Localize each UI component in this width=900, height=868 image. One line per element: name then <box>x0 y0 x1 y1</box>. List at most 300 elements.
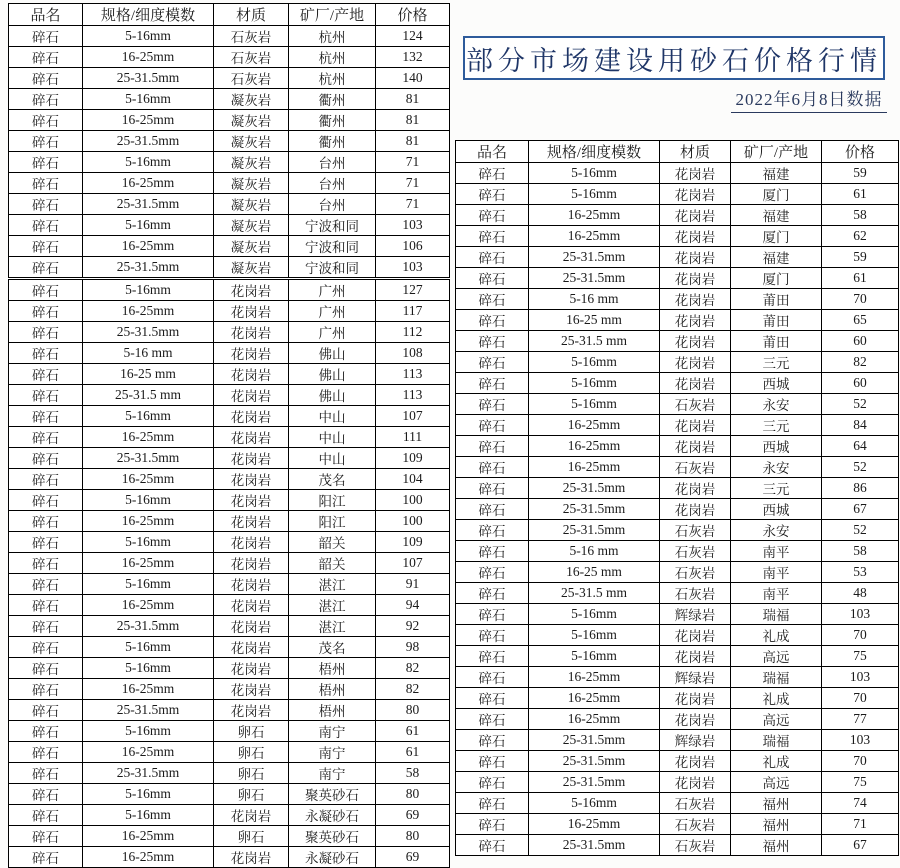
table-cell: 25-31.5mm <box>83 131 214 152</box>
table-row <box>9 700 450 721</box>
table-row <box>456 646 899 667</box>
table-cell: 碎石 <box>456 730 529 751</box>
table-cell: 碎石 <box>9 679 83 700</box>
table-cell: 碎石 <box>9 826 83 847</box>
table-cell: 碎石 <box>9 700 83 721</box>
table-cell: 104 <box>376 469 450 490</box>
table-cell: 140 <box>376 68 450 89</box>
table-cell: 卵石 <box>214 721 289 742</box>
table-cell: 117 <box>376 301 450 322</box>
table-cell: 衢州 <box>289 89 376 110</box>
table-row <box>9 364 450 385</box>
page-title: 部分市场建设用砂石价格行情 <box>466 45 882 76</box>
table-cell: 71 <box>822 814 899 835</box>
table-cell: 瑞福 <box>731 604 822 625</box>
table-cell: 宁波和同 <box>289 215 376 236</box>
table-cell: 瑞福 <box>731 730 822 751</box>
table-cell: 莆田 <box>731 331 822 352</box>
table-cell: 碎石 <box>456 268 529 289</box>
table-cell: 碎石 <box>456 373 529 394</box>
table-cell: 25-31.5mm <box>83 257 214 279</box>
table-cell: 127 <box>376 279 450 301</box>
table-cell: 南宁 <box>289 763 376 784</box>
table-cell: 永凝砂石 <box>289 805 376 826</box>
table-cell: 杭州 <box>289 26 376 47</box>
table-row <box>456 415 899 436</box>
table-cell: 花岗岩 <box>214 595 289 616</box>
table-cell: 花岗岩 <box>660 373 731 394</box>
table-cell: 广州 <box>289 322 376 343</box>
table-cell: 石灰岩 <box>660 394 731 415</box>
table-cell: 碎石 <box>9 47 83 68</box>
table-cell: 碎石 <box>9 490 83 511</box>
table-cell: 111 <box>376 427 450 448</box>
table-cell: 碎石 <box>9 152 83 173</box>
table-cell: 69 <box>376 805 450 826</box>
table-cell: 碎石 <box>456 814 529 835</box>
table-row <box>9 721 450 742</box>
table-cell: 碎石 <box>456 499 529 520</box>
table-cell: 花岗岩 <box>660 184 731 205</box>
table-cell: 16-25mm <box>529 226 660 247</box>
table-row <box>9 406 450 427</box>
table-cell: 91 <box>376 574 450 595</box>
table-cell: 花岗岩 <box>660 352 731 373</box>
table-cell: 80 <box>376 700 450 721</box>
table-cell: 5-16mm <box>83 721 214 742</box>
table-cell: 花岗岩 <box>214 847 289 868</box>
column-header: 规格/细度模数 <box>529 141 660 163</box>
table-row <box>9 595 450 616</box>
table-cell: 辉绿岩 <box>660 604 731 625</box>
table-cell: 花岗岩 <box>214 637 289 658</box>
table-cell: 碎石 <box>456 646 529 667</box>
table-cell: 花岗岩 <box>660 415 731 436</box>
table-cell: 杭州 <box>289 68 376 89</box>
table-cell: 湛江 <box>289 595 376 616</box>
table-cell: 石灰岩 <box>660 583 731 604</box>
table-cell: 花岗岩 <box>660 331 731 352</box>
table-cell: 碎石 <box>9 364 83 385</box>
table-cell: 花岗岩 <box>660 436 731 457</box>
table-cell: 16-25mm <box>529 205 660 226</box>
table-cell: 16-25mm <box>83 679 214 700</box>
table-cell: 5-16mm <box>83 279 214 301</box>
table-row <box>9 784 450 805</box>
table-row <box>456 541 899 562</box>
table-cell: 福州 <box>731 814 822 835</box>
table-cell: 碎石 <box>9 574 83 595</box>
table-cell: 西城 <box>731 373 822 394</box>
table-cell: 5-16mm <box>83 805 214 826</box>
table-cell: 阳江 <box>289 490 376 511</box>
table-cell: 碎石 <box>456 184 529 205</box>
table-cell: 碎石 <box>456 835 529 856</box>
table-cell: 16-25mm <box>529 457 660 478</box>
table-cell: 5-16mm <box>83 26 214 47</box>
table-cell: 5-16 mm <box>529 289 660 310</box>
table-cell: 16-25mm <box>83 553 214 574</box>
table-cell: 宁波和同 <box>289 236 376 257</box>
table-cell: 碎石 <box>9 763 83 784</box>
table-cell: 81 <box>376 110 450 131</box>
table-row <box>9 26 450 47</box>
table-cell: 卵石 <box>214 742 289 763</box>
table-row <box>9 322 450 343</box>
table-row <box>456 478 899 499</box>
table-cell: 58 <box>376 763 450 784</box>
table-cell: 103 <box>376 215 450 236</box>
header-row <box>9 4 450 26</box>
table-row <box>456 772 899 793</box>
table-cell: 59 <box>822 247 899 268</box>
table-cell: 花岗岩 <box>214 700 289 721</box>
table-cell: 永安 <box>731 520 822 541</box>
table-cell: 109 <box>376 448 450 469</box>
table-cell: 花岗岩 <box>660 247 731 268</box>
table-cell: 花岗岩 <box>214 490 289 511</box>
table-cell: 梧州 <box>289 700 376 721</box>
table-cell: 辉绿岩 <box>660 667 731 688</box>
table-row <box>9 194 450 215</box>
table-row <box>9 637 450 658</box>
table-cell: 60 <box>822 373 899 394</box>
table-cell: 碎石 <box>9 511 83 532</box>
table-cell: 5-16 mm <box>529 541 660 562</box>
table-row <box>456 268 899 289</box>
table-cell: 98 <box>376 637 450 658</box>
table-cell: 礼成 <box>731 625 822 646</box>
table-cell: 16-25mm <box>83 110 214 131</box>
table-cell: 花岗岩 <box>660 163 731 184</box>
table-cell: 石灰岩 <box>214 26 289 47</box>
table-cell: 花岗岩 <box>214 469 289 490</box>
table-row <box>9 763 450 784</box>
table-cell: 花岗岩 <box>214 553 289 574</box>
table-cell: 南平 <box>731 562 822 583</box>
table-cell: 碎石 <box>456 289 529 310</box>
table-cell: 三元 <box>731 478 822 499</box>
table-cell: 碎石 <box>9 721 83 742</box>
table-row <box>9 68 450 89</box>
table-cell: 南平 <box>731 583 822 604</box>
table-cell: 113 <box>376 385 450 406</box>
price-table-right <box>455 140 899 856</box>
table-cell: 5-16mm <box>83 490 214 511</box>
table-row <box>9 343 450 364</box>
table-cell: 花岗岩 <box>214 385 289 406</box>
table-cell: 花岗岩 <box>214 406 289 427</box>
column-header: 品名 <box>9 4 83 26</box>
table-cell: 凝灰岩 <box>214 257 289 279</box>
table-cell: 碎石 <box>456 226 529 247</box>
table-cell: 5-16mm <box>529 163 660 184</box>
table-row <box>9 532 450 553</box>
table-cell: 碎石 <box>456 793 529 814</box>
table-cell: 5-16mm <box>83 637 214 658</box>
table-cell: 花岗岩 <box>660 688 731 709</box>
table-cell: 107 <box>376 553 450 574</box>
table-cell: 碎石 <box>9 406 83 427</box>
table-cell: 佛山 <box>289 343 376 364</box>
table-cell: 碎石 <box>456 541 529 562</box>
table-cell: 16-25mm <box>83 301 214 322</box>
column-header: 材质 <box>214 4 289 26</box>
table-cell: 103 <box>376 257 450 279</box>
table-cell: 25-31.5mm <box>529 268 660 289</box>
table-cell: 福州 <box>731 793 822 814</box>
table-cell: 77 <box>822 709 899 730</box>
table-cell: 花岗岩 <box>214 364 289 385</box>
table-cell: 花岗岩 <box>660 478 731 499</box>
table-cell: 5-16mm <box>529 646 660 667</box>
table-cell: 花岗岩 <box>214 448 289 469</box>
table-cell: 61 <box>376 742 450 763</box>
table-cell: 佛山 <box>289 364 376 385</box>
table-cell: 花岗岩 <box>214 427 289 448</box>
table-cell: 106 <box>376 236 450 257</box>
table-cell: 宁波和同 <box>289 257 376 279</box>
table-cell: 16-25 mm <box>83 364 214 385</box>
table-cell: 花岗岩 <box>660 268 731 289</box>
table-cell: 碎石 <box>9 469 83 490</box>
table-cell: 16-25 mm <box>529 310 660 331</box>
table-cell: 碎石 <box>456 331 529 352</box>
table-cell: 永凝砂石 <box>289 847 376 868</box>
table-cell: 16-25mm <box>83 511 214 532</box>
table-cell: 25-31.5mm <box>529 520 660 541</box>
table-cell: 茂名 <box>289 469 376 490</box>
table-cell: 花岗岩 <box>214 322 289 343</box>
table-cell: 高远 <box>731 709 822 730</box>
table-cell: 84 <box>822 415 899 436</box>
table-cell: 南宁 <box>289 742 376 763</box>
table-cell: 64 <box>822 436 899 457</box>
table-cell: 103 <box>822 730 899 751</box>
table-cell: 25-31.5mm <box>529 499 660 520</box>
table-cell: 衢州 <box>289 110 376 131</box>
table-cell: 茂名 <box>289 637 376 658</box>
table-cell: 71 <box>376 152 450 173</box>
table-row <box>9 385 450 406</box>
table-cell: 74 <box>822 793 899 814</box>
table-cell: 永安 <box>731 394 822 415</box>
table-cell: 碎石 <box>9 194 83 215</box>
table-cell: 碎石 <box>9 784 83 805</box>
table-cell: 92 <box>376 616 450 637</box>
table-cell: 碎石 <box>456 415 529 436</box>
table-cell: 5-16 mm <box>83 343 214 364</box>
table-cell: 韶关 <box>289 532 376 553</box>
table-cell: 52 <box>822 457 899 478</box>
table-cell: 石灰岩 <box>660 793 731 814</box>
table-row <box>9 511 450 532</box>
table-cell: 碎石 <box>456 247 529 268</box>
table-row <box>9 847 450 868</box>
table-row <box>9 658 450 679</box>
table-cell: 碎石 <box>456 520 529 541</box>
table-cell: 103 <box>822 604 899 625</box>
table-cell: 100 <box>376 511 450 532</box>
table-cell: 三元 <box>731 415 822 436</box>
table-cell: 厦门 <box>731 268 822 289</box>
column-header: 矿厂/产地 <box>731 141 822 163</box>
table-cell: 南平 <box>731 541 822 562</box>
data-date: 2022年6月8日数据 <box>731 85 887 113</box>
table-cell: 凝灰岩 <box>214 152 289 173</box>
table-row <box>456 793 899 814</box>
table-row <box>456 457 899 478</box>
table-cell: 碎石 <box>9 805 83 826</box>
table-cell: 碎石 <box>9 236 83 257</box>
table-cell: 108 <box>376 343 450 364</box>
table-cell: 礼成 <box>731 751 822 772</box>
table-row <box>456 814 899 835</box>
table-cell: 西城 <box>731 499 822 520</box>
table-row <box>456 562 899 583</box>
table-cell: 石灰岩 <box>214 68 289 89</box>
table-cell: 台州 <box>289 152 376 173</box>
table-cell: 厦门 <box>731 184 822 205</box>
table-cell: 聚英砂石 <box>289 784 376 805</box>
table-cell: 16-25mm <box>83 847 214 868</box>
table-cell: 梧州 <box>289 658 376 679</box>
table-cell: 67 <box>822 499 899 520</box>
table-cell: 花岗岩 <box>660 709 731 730</box>
table-cell: 石灰岩 <box>660 562 731 583</box>
table-cell: 16-25mm <box>83 173 214 194</box>
table-cell: 70 <box>822 289 899 310</box>
table-cell: 凝灰岩 <box>214 131 289 152</box>
table-row <box>9 257 450 279</box>
table-cell: 112 <box>376 322 450 343</box>
table-cell: 永安 <box>731 457 822 478</box>
table-cell: 碎石 <box>9 847 83 868</box>
table-cell: 59 <box>822 163 899 184</box>
table-cell: 凝灰岩 <box>214 194 289 215</box>
table-cell: 16-25mm <box>83 826 214 847</box>
table-cell: 25-31.5mm <box>83 616 214 637</box>
table-cell: 碎石 <box>9 448 83 469</box>
table-cell: 5-16mm <box>529 604 660 625</box>
table-row <box>456 226 899 247</box>
table-cell: 福州 <box>731 835 822 856</box>
table-cell: 高远 <box>731 646 822 667</box>
table-cell: 碎石 <box>9 637 83 658</box>
table-cell: 碎石 <box>9 595 83 616</box>
table-cell: 5-16mm <box>529 793 660 814</box>
table-cell: 花岗岩 <box>660 772 731 793</box>
table-cell: 109 <box>376 532 450 553</box>
table-cell: 5-16mm <box>529 184 660 205</box>
table-row <box>456 163 899 184</box>
table-cell: 花岗岩 <box>660 205 731 226</box>
table-cell: 莆田 <box>731 289 822 310</box>
table-cell: 5-16mm <box>83 532 214 553</box>
table-row <box>456 583 899 604</box>
table-cell: 花岗岩 <box>660 646 731 667</box>
table-cell: 中山 <box>289 448 376 469</box>
table-cell: 高远 <box>731 772 822 793</box>
table-row <box>9 301 450 322</box>
table-cell: 124 <box>376 26 450 47</box>
column-header: 材质 <box>660 141 731 163</box>
table-cell: 81 <box>376 89 450 110</box>
table-row <box>9 826 450 847</box>
table-row <box>9 490 450 511</box>
table-row <box>456 352 899 373</box>
table-cell: 25-31.5mm <box>83 700 214 721</box>
table-row <box>456 373 899 394</box>
table-cell: 碎石 <box>456 394 529 415</box>
table-cell: 75 <box>822 772 899 793</box>
table-cell: 碎石 <box>9 131 83 152</box>
table-cell: 石灰岩 <box>660 541 731 562</box>
table-cell: 花岗岩 <box>660 226 731 247</box>
table-row <box>9 215 450 236</box>
column-header: 品名 <box>456 141 529 163</box>
table-cell: 71 <box>376 173 450 194</box>
table-cell: 5-16mm <box>529 625 660 646</box>
table-cell: 卵石 <box>214 826 289 847</box>
table-row <box>9 427 450 448</box>
table-cell: 碎石 <box>9 553 83 574</box>
table-cell: 花岗岩 <box>214 658 289 679</box>
table-cell: 94 <box>376 595 450 616</box>
table-cell: 碎石 <box>456 625 529 646</box>
table-cell: 53 <box>822 562 899 583</box>
table-cell: 台州 <box>289 173 376 194</box>
table-cell: 67 <box>822 835 899 856</box>
table-cell: 碎石 <box>456 583 529 604</box>
table-cell: 113 <box>376 364 450 385</box>
table-cell: 礼成 <box>731 688 822 709</box>
table-cell: 碎石 <box>9 68 83 89</box>
table-cell: 碎石 <box>9 616 83 637</box>
table-row <box>9 448 450 469</box>
table-cell: 25-31.5mm <box>83 68 214 89</box>
table-cell: 碎石 <box>456 751 529 772</box>
table-row <box>9 553 450 574</box>
table-cell: 25-31.5 mm <box>529 583 660 604</box>
column-header: 价格 <box>376 4 450 26</box>
table-cell: 25-31.5mm <box>83 448 214 469</box>
table-cell: 福建 <box>731 205 822 226</box>
table-cell: 65 <box>822 310 899 331</box>
table-cell: 碎石 <box>9 658 83 679</box>
table-cell: 碎石 <box>9 742 83 763</box>
table-cell: 25-31.5mm <box>529 478 660 499</box>
table-cell: 厦门 <box>731 226 822 247</box>
table-cell: 80 <box>376 784 450 805</box>
table-cell: 碎石 <box>456 457 529 478</box>
table-cell: 82 <box>376 679 450 700</box>
table-cell: 湛江 <box>289 616 376 637</box>
table-cell: 中山 <box>289 427 376 448</box>
table-cell: 花岗岩 <box>214 511 289 532</box>
table-cell: 凝灰岩 <box>214 89 289 110</box>
table-cell: 5-16mm <box>529 373 660 394</box>
table-cell: 16-25mm <box>83 469 214 490</box>
table-cell: 碎石 <box>9 173 83 194</box>
table-cell: 花岗岩 <box>660 499 731 520</box>
table-cell: 86 <box>822 478 899 499</box>
table-cell: 70 <box>822 751 899 772</box>
table-cell: 16-25mm <box>83 47 214 68</box>
table-row <box>456 499 899 520</box>
table-cell: 25-31.5mm <box>529 772 660 793</box>
table-row <box>9 110 450 131</box>
